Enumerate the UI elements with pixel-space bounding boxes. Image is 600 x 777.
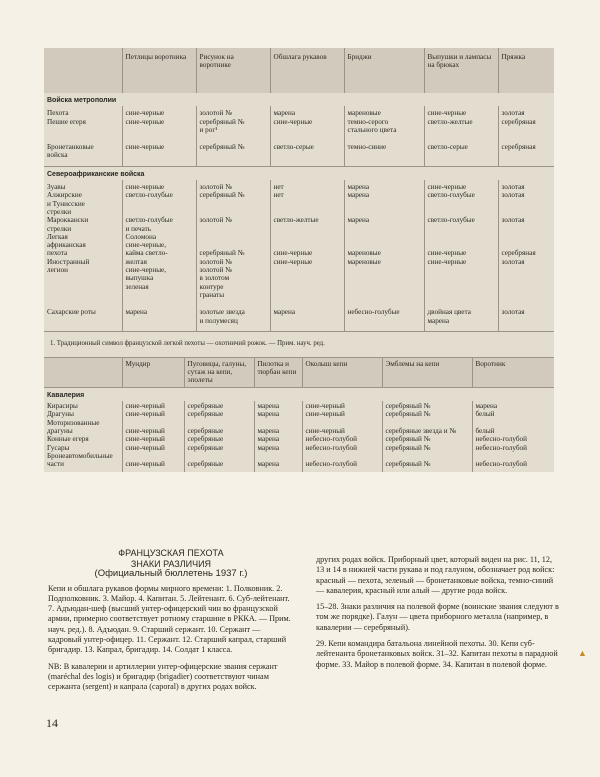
table-cavalry [44,358,554,473]
column-header: Бриджи [344,48,424,93]
paragraph: NB: В кавалерии и артиллерии унтер-офицерские звания сержант (maréchal des logis) и бригадир (brigadier) соответствуют чинам сержанта (sergent) и капрала (caporal) в других родах войск. [48,661,278,692]
table-cell: темно-синие [344,140,424,166]
column-header: Пряжка [498,48,554,93]
title-line: ЗНАКИ РАЗЛИЧИЯ [130,558,212,569]
section-title: Войска метрополии [47,97,117,104]
section-row [44,166,554,180]
table-cell: сине-черные сине-черные [122,106,196,140]
table-cell: золотая золотая золотая серебряная золотая [498,180,554,305]
column-header: Околыш кепи [302,358,382,387]
page-number: 14 [46,716,58,730]
table-cell: марена марена марена марена марена марена [254,401,302,472]
table-cell: сине-черные [122,140,196,166]
table-cell: светло-серые [424,140,498,166]
section-title: Кавалерия [44,387,554,401]
table-cell: сине-черные светло-голубые светло-голубые и печать Соломона сине-черные, кайма светло- желтая сине-черные, выпушка зеленая [122,180,196,305]
table-cell: марена белый белый небесно-голубой небесно-голубой небесно-голубой [472,401,554,472]
section-title: Североафриканские войска [44,166,554,180]
title-line: ФРАНЦУЗСКАЯ ПЕХОТА [118,548,224,558]
table-cell: золотые звезда и полумесяц [196,305,270,331]
column-header: Выпушки и лампасы на брюках [424,48,498,93]
table-cell: нет нет светло-желтые сине-черные сине-черные [270,180,344,305]
column-header: Петлицы воротника [122,48,196,93]
table-footnote: 1. Традиционный символ французской легкой пехоты — охотничий рожок. — Прим. науч. ред. [44,331,554,358]
section-row [44,93,554,106]
table-cell: сине-черный сине-черный сине-черный сине-черный сине-черный сине-черный [122,401,184,472]
table-cell: серебряный № серебряный № серебряные звезда и № серебряный № серебряный № серебряный № [382,401,472,472]
table-row [44,305,554,331]
row-label: Сахарские роты [47,308,96,317]
column-header [44,358,122,387]
paragraph: Кепи и обшлага рукавов формы мирного времени: 1. Полковник. 2. Подполковник. 3. Майор. 4. Капитан. 5. Лейтенант. 6. Суб-лейтенант. 7. Адъюдан-шеф (высший унтер-офицерский чин во французской армии, примерно соответствует ротному старшине в РККА. — Прим. науч. ред.). 8. Адъюдан. 9. Старший сержант. 10. Сержант — кадровый унтер-офицер. 11. Сержант. 12. Старший капрал, старший бригадир. 13. Капрал, бригадир. 14. Солдат 1 класса. [48,583,291,655]
column-header: Пуговицы, галуны, сутаж на кепи, эполеты [184,358,254,387]
table-cell: двойная цвета марена [424,305,498,331]
table-cell: золотой № серебряный № и рог¹ [196,106,270,140]
column-header: Пилотка и тюрбан кепи [254,358,302,387]
table-cell: сине-черные светло-голубые светло-голубые сине-черные сине-черные [424,180,498,305]
decorative-mark-icon: ▲ [578,648,587,658]
row-label: Бронетанковые войска [47,143,94,160]
table-cell: золотой № серебряный № золотой № серебряный № золотой № золотой № в золотом контуре гранаты [196,180,270,305]
column-header: Рисунок на воротнике [196,48,270,93]
table-cell: золотая серебряная [498,106,554,140]
table-cell: марена марена марена мареновые мареновые [344,180,424,305]
paragraph: других родах войск. Приборный цвет, который виден на рис. 11, 12, 13 и 14 в нижней части рукава и под галуном, обозначает род войск: красный — пехота, зеленый — бронетанковые войска, темно-синий — кавалерия, красный или алый — другие рода войск. [316,555,555,595]
insignia-tables [44,48,554,472]
table-cell: марена сине-черные [270,106,344,140]
column-header: Обшлага рукавов [270,48,344,93]
paragraph: 29. Кепи командира батальона линейной пехоты. 30. Кепи суб-лейтенанта бронетанковых войск. 31–32. Капитан пехоты в парадной форме. 33. Майор в полевой форме. 34. Капитан в полевой форме. [316,639,558,669]
title-line: (Официальный бюллетень 1937 г.) [94,568,248,579]
row-label: Зуавы Алжирские и Тунисские стрелки Мароккански стрелки Легкая африканская пехота Иностранный легион [47,183,90,275]
section-row [44,387,554,401]
table-cell: марена [122,305,196,331]
paragraph: 15–28. Знаки различия на полевой форме (воинские звания следуют в том же порядке). Галун — цвета приборного металла (например, в кавалерии — серебряный). [316,602,559,632]
row-label: Пехота Пешие егеря [47,109,86,126]
table-cell: небесно-голубые [344,305,424,331]
table-row [44,140,554,166]
table-cell: сине-черный сине-черный сине-черный небесно-голубой небесно-голубой небесно-голубой [302,401,382,472]
article-left-column [48,548,294,698]
column-header: Воротник [472,358,554,387]
column-header: Эмблемы на кепи [382,358,472,387]
table-cell: светло-серые [270,140,344,166]
table-cell: серебряная [498,140,554,166]
table-cell: мареновые темно-серого стального цвета [344,106,424,140]
table-row [44,106,554,140]
article-title [48,548,294,580]
row-label: Кирасиры Драгуны Моторизованные драгуны Конные егеря Гусары Бронеавтомобильные части [47,402,113,469]
table-row [44,401,554,472]
table-cell: сине-черные светло-желтые [424,106,498,140]
column-header [44,48,122,93]
table-metropole-africa [44,48,554,331]
table-cell: серебряный № [196,140,270,166]
table-cell: серебряные серебряные серебряные серебряные серебряные серебряные [184,401,254,472]
table-cell: марена [270,305,344,331]
article-right-column [316,555,562,676]
table-row [44,180,554,305]
table-cell: золотая [498,305,554,331]
column-header: Мундир [122,358,184,387]
